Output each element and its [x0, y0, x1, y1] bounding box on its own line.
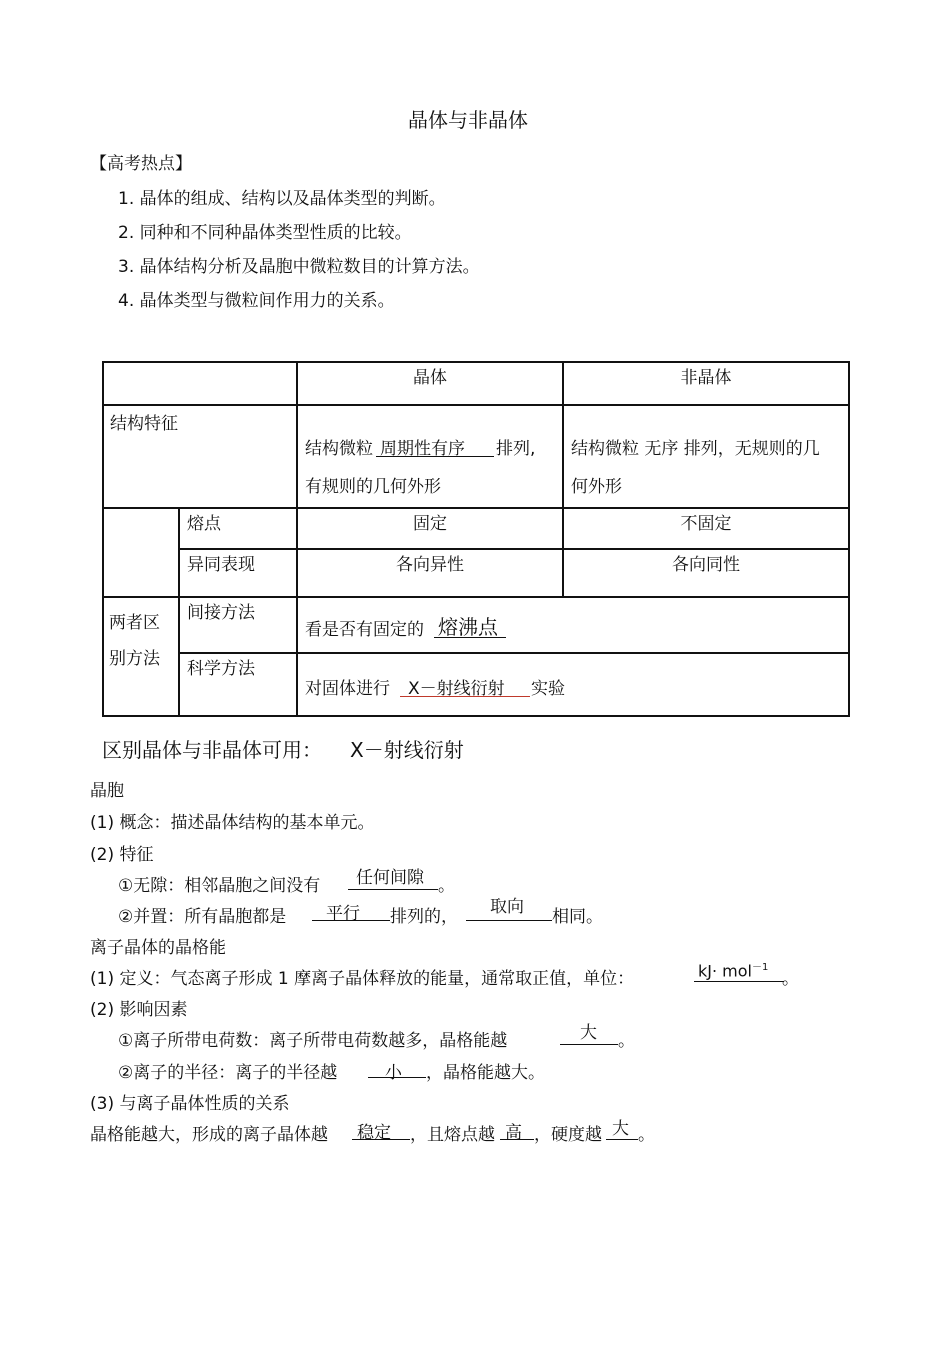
unit-cell-heading: 晶胞 [90, 781, 124, 801]
answer-underline [312, 920, 390, 921]
science-suffix: 实验 [531, 679, 565, 699]
radius-suffix: ，晶格能越大。 [426, 1063, 545, 1083]
answer-underline [400, 696, 530, 697]
anisotropy-amorphous-cell: 各向同性 [563, 549, 849, 597]
unit-cell-feature-heading: (2) 特征 [90, 845, 154, 865]
indirect-content-cell [297, 597, 849, 653]
structure-crystal-answer: 周期性有序 [380, 439, 465, 459]
answer-underline [434, 637, 506, 638]
anisotropy-label-cell: 异同表现 [179, 549, 297, 597]
answer-underline [348, 889, 438, 890]
relation-answer-stable: 稳定 [357, 1123, 391, 1143]
properties-empty-cell [103, 508, 179, 597]
relation-mid-2: ，硬度越 [534, 1125, 602, 1145]
parallel-mid: 排列的， [390, 907, 458, 927]
structure-crystal-suffix: 排列, [496, 439, 536, 459]
hot-topics-header: 【高考热点】 [90, 154, 192, 174]
relation-prefix: 晶格能越大，形成的离子晶体越 [90, 1125, 328, 1145]
structure-crystal-prefix: 结构微粒 [305, 439, 373, 459]
answer-underline [466, 920, 552, 921]
structure-crystal-cell [297, 405, 563, 508]
anisotropy-crystal-cell: 各向异性 [297, 549, 563, 597]
answer-underline [368, 1077, 426, 1078]
distinguish-answer: X－射线衍射 [350, 738, 464, 762]
distinguish-label-line1: 两者区 [109, 613, 160, 633]
relation-answer-large: 大 [612, 1119, 629, 1139]
no-gap-prefix: ①无隙：相邻晶胞之间没有 [118, 876, 321, 896]
indirect-answer: 熔沸点 [438, 615, 498, 639]
science-answer: X－射线衍射 [408, 679, 505, 699]
charge-answer: 大 [580, 1023, 597, 1043]
table-corner-cell [103, 362, 297, 405]
relation-answer-high: 高 [505, 1123, 522, 1143]
relation-heading: (3) 与离子晶体性质的关系 [90, 1094, 290, 1114]
factors-heading: (2) 影响因素 [90, 1000, 188, 1020]
parallel-suffix: 相同。 [552, 907, 603, 927]
science-content-cell [297, 653, 849, 716]
melting-crystal-cell: 固定 [297, 508, 563, 549]
answer-underline [376, 456, 494, 457]
parallel-answer-2: 取向 [490, 897, 524, 917]
hot-topic-item: 1. 晶体的组成、结构以及晶体类型的判断。 [118, 189, 446, 209]
structure-label-cell [103, 405, 297, 508]
answer-underline [560, 1044, 618, 1045]
answer-underline [500, 1139, 534, 1140]
radius-answer: 小 [385, 1063, 402, 1083]
science-label-cell: 科学方法 [179, 653, 297, 716]
no-gap-suffix: 。 [438, 876, 455, 896]
no-gap-answer: 任何间隙 [356, 868, 424, 888]
comparison-table [102, 361, 850, 717]
charge-prefix: ①离子所带电荷数：离子所带电荷数越多，晶格能越 [118, 1031, 508, 1051]
hot-topic-item: 3. 晶体结构分析及晶胞中微粒数目的计算方法。 [118, 257, 480, 277]
lattice-energy-heading: 离子晶体的晶格能 [90, 938, 226, 958]
structure-amorphous-line2: 何外形 [571, 477, 622, 497]
relation-mid-1: ，且熔点越 [410, 1125, 495, 1145]
melting-label-cell: 熔点 [179, 508, 297, 549]
radius-prefix: ②离子的半径：离子的半径越 [118, 1063, 338, 1083]
structure-crystal-line2: 有规则的几何外形 [305, 477, 441, 497]
distinguish-label-cell [103, 597, 179, 716]
melting-amorphous-cell: 不固定 [563, 508, 849, 549]
structure-amorphous-line1: 结构微粒 无序 排列，无规则的几 [571, 439, 820, 459]
lattice-energy-definition: (1) 定义：气态离子形成 1 摩离子晶体释放的能量，通常取正值，单位： [90, 969, 635, 989]
unit-cell-concept: (1) 概念：描述晶体结构的基本单元。 [90, 813, 375, 833]
indirect-text: 看是否有固定的 [305, 620, 424, 640]
page-title: 晶体与非晶体 [408, 108, 528, 132]
hot-topic-item: 2. 同种和不同种晶体类型性质的比较。 [118, 223, 412, 243]
charge-suffix: 。 [618, 1031, 635, 1051]
table-header-amorphous: 非晶体 [563, 362, 849, 405]
science-prefix: 对固体进行 [305, 679, 390, 699]
structure-amorphous-cell [563, 405, 849, 508]
relation-suffix: 。 [638, 1125, 655, 1145]
unit-suffix: 。 [782, 969, 799, 989]
parallel-answer-1: 平行 [326, 904, 360, 924]
parallel-prefix: ②并置：所有晶胞都是 [118, 907, 287, 927]
answer-underline [352, 1139, 410, 1140]
distinguish-text: 区别晶体与非晶体可用： [102, 738, 322, 762]
distinguish-label-line2: 别方法 [109, 649, 160, 669]
answer-underline [694, 981, 784, 982]
answer-underline [606, 1139, 638, 1140]
table-header-crystal: 晶体 [297, 362, 563, 405]
unit-answer: kJ· mol$^{-1}$ [698, 961, 769, 981]
structure-label: 结构特征 [110, 414, 178, 434]
indirect-label-cell: 间接方法 [179, 597, 297, 653]
hot-topic-item: 4. 晶体类型与微粒间作用力的关系。 [118, 291, 395, 311]
